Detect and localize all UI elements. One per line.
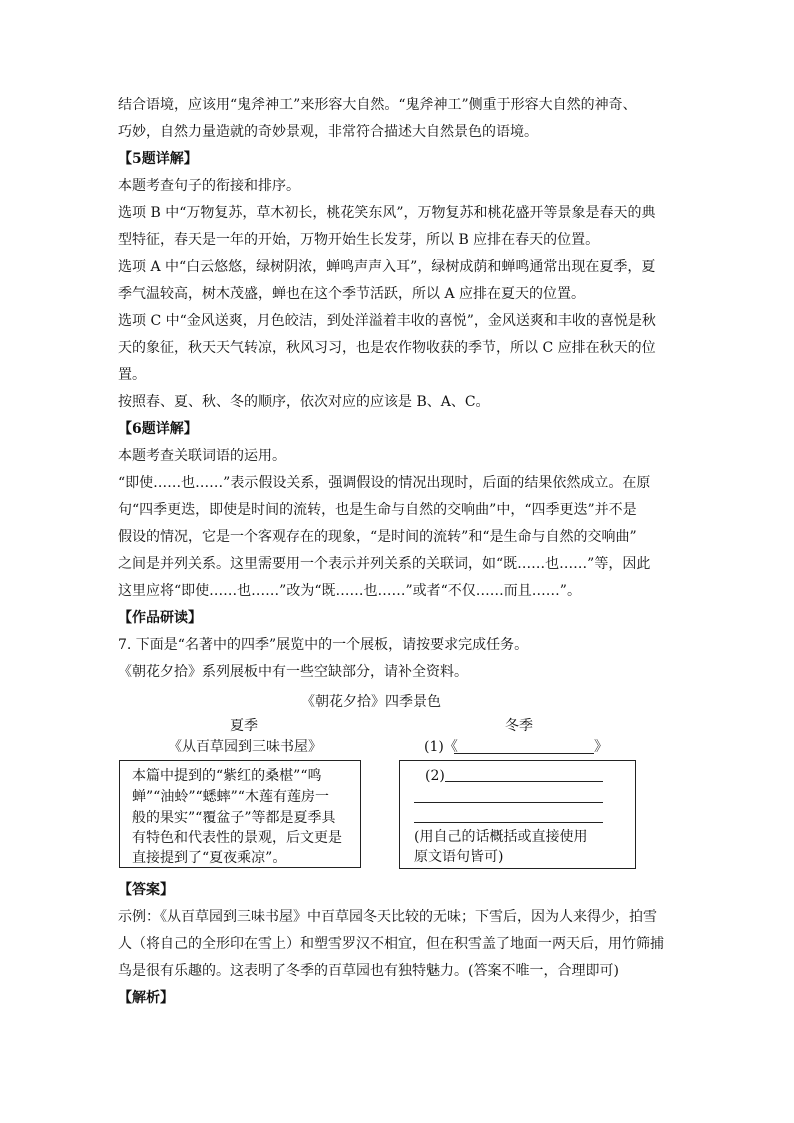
winter-box-note: (用自己的话概括或直接使用 <box>414 829 588 845</box>
summer-box-line: 蝉”“油蛉”“蟋蟀”“木莲有莲房一 <box>132 789 329 805</box>
summer-description-box <box>119 760 361 868</box>
answer-line: 鸟是很有乐趣的。这表明了冬季的百草园也有独特魅力。(答案不唯一，合理即可) <box>118 963 619 979</box>
summer-box-line: 有特色和代表性的景观，后文更是 <box>132 830 342 846</box>
winter-box-note: 原文语句皆可) <box>414 849 504 865</box>
answer-heading: 【答案】 <box>118 882 174 898</box>
paragraph-line: 置。 <box>118 367 146 383</box>
paragraph-line: 本题考查句子的衔接和排序。 <box>118 178 300 194</box>
paragraph-line: 假设的情况，它是一个客观存在的现象，“是时间的流转”和“是生命与自然的交响曲” <box>118 529 637 545</box>
winter-description-box <box>399 760 636 869</box>
paragraph-line: 句“四季更迭，即使是时间的流转，也是生命与自然的交响曲”中，“四季更迭”并不是 <box>118 502 637 518</box>
answer-line: 示例：《从百草园到三味书屋》中百草园冬天比较的无味；下雪后，因为人来得少，拍雪 <box>118 909 657 925</box>
winter-box-number: (2) <box>425 768 445 784</box>
winter-answer-blank-2[interactable] <box>414 802 603 803</box>
analysis-heading: 【解析】 <box>118 990 174 1006</box>
section-heading-q5: 【5题详解】 <box>118 151 198 167</box>
winter-label: 冬季 <box>505 718 533 734</box>
summer-box-line: 直接提到了“夏夜乘凉”。 <box>132 850 287 866</box>
winter-answer-blank-1[interactable] <box>445 781 603 782</box>
paragraph-line: 本题考查关联词语的运用。 <box>118 448 286 464</box>
winter-answer-blank-3[interactable] <box>414 822 603 823</box>
question-7-instruction: 《朝花夕拾》系列展板中有一些空缺部分，请补全资料。 <box>118 664 468 680</box>
section-heading-reading: 【作品研读】 <box>118 610 202 626</box>
paragraph-line: 之间是并列关系。这里需要用一个表示并列关系的关联词，如“既……也……”等，因此 <box>118 556 651 572</box>
summer-label: 夏季 <box>230 718 258 734</box>
winter-work-prefix: (1)《 <box>424 739 458 755</box>
panel-title: 《朝花夕拾》四季景色 <box>301 694 441 710</box>
paragraph-line: 这里应将“即使……也……”改为“既……也……”或者“不仅……而且……”。 <box>118 583 581 599</box>
paragraph-line: 选项 A 中“白云悠悠，绿树阴浓，蝉鸣声声入耳”，绿树成荫和蝉鸣通常出现在夏季，夏 <box>118 259 656 275</box>
question-7-prompt: 7. 下面是“名著中的四季”展览中的一个展板，请按要求完成任务。 <box>118 637 529 653</box>
summer-box-line: 本篇中提到的“紫红的桑椹”“鸣 <box>132 768 322 784</box>
paragraph-line: “即使……也……”表示假设关系，强调假设的情况出现时，后面的结果依然成立。在原 <box>118 475 651 491</box>
summer-box-line: 般的果实”“覆盆子”等都是夏季具 <box>132 810 336 826</box>
winter-work-blank[interactable] <box>454 753 594 754</box>
paragraph-line: 型特征，春天是一年的开始，万物开始生长发芽，所以 B 应排在春天的位置。 <box>118 232 600 248</box>
paragraph-line: 结合语境，应该用“鬼斧神工”来形容大自然。“鬼斧神工”侧重于形容大自然的神奇、 <box>118 97 637 113</box>
section-heading-q6: 【6题详解】 <box>118 421 198 437</box>
paragraph-line: 季气温较高，树木茂盛，蝉也在这个季节活跃，所以 A 应排在夏天的位置。 <box>118 286 586 302</box>
paragraph-line: 天的象征，秋天天气转凉，秋风习习，也是农作物收获的季节，所以 C 应排在秋天的位 <box>118 340 656 356</box>
paragraph-line: 按照春、夏、秋、冬的顺序，依次对应的应该是 B、A、C。 <box>118 394 490 410</box>
paragraph-line: 巧妙，自然力量造就的奇妙景观，非常符合描述大自然景色的语境。 <box>118 124 538 140</box>
paragraph-line: 选项 C 中“金风送爽，月色皎洁，到处洋溢着丰收的喜悦”，金风送爽和丰收的喜悦是秋 <box>118 313 656 329</box>
paragraph-line: 选项 B 中“万物复苏，草木初长，桃花笑东风”，万物复苏和桃花盛开等景象是春天的典 <box>118 205 656 221</box>
summer-work-title: 《从百草园到三味书屋》 <box>168 739 322 755</box>
answer-line: 人（将自己的全形印在雪上）和塑雪罗汉不相宜，但在积雪盖了地面一两天后，用竹筛捕 <box>118 936 664 952</box>
winter-work-suffix: 》 <box>594 739 608 755</box>
